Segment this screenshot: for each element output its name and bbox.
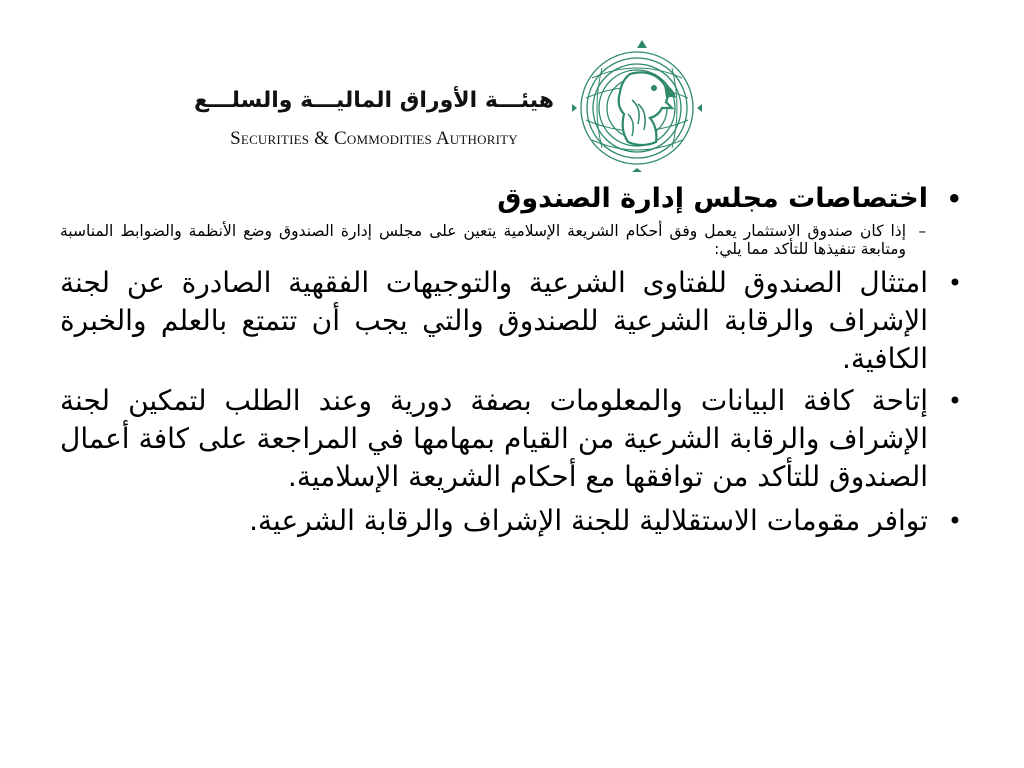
list-item bbox=[60, 502, 970, 540]
falcon-emblem-icon bbox=[572, 38, 702, 172]
list-item-heading bbox=[60, 180, 970, 218]
slide-content bbox=[60, 180, 970, 540]
sub-list-container bbox=[60, 222, 970, 258]
list-item-text: توافر مقومات الاستقلالية للجنة الإشراف والرقابة الشرعية. bbox=[249, 504, 928, 537]
dash-icon: – bbox=[918, 222, 926, 240]
bullet-icon: • bbox=[946, 185, 962, 213]
list-item bbox=[60, 264, 970, 378]
bullet-icon: • bbox=[947, 269, 962, 297]
logo-english-name: Securities & Commodities Authority bbox=[230, 128, 518, 149]
list-item-text: امتثال الصندوق للفتاوى الشرعية والتوجيهات الفقهية الصادرة عن لجنة الإشراف والرقابة الشرعية للصندوق والتي يجب أن تتمتع بالعلم والخبرة الكافية. bbox=[60, 266, 928, 375]
sub-item-text: إذا كان صندوق الاستثمار يعمل وفق أحكام الشريعة الإسلامية يتعين على مجلس إدارة الصندوق وضع الأنظمة والضوابط المناسبة ومتابعة تنفيذها للتأكد مما يلي: bbox=[60, 222, 906, 258]
heading-text: اختصاصات مجلس إدارة الصندوق bbox=[497, 183, 928, 214]
header-logo bbox=[180, 38, 620, 172]
sub-list bbox=[60, 222, 970, 258]
logo-arabic-name: هيئـــة الأوراق الماليـــة والسلـــع bbox=[194, 88, 554, 113]
list-item-text: إتاحة كافة البيانات والمعلومات بصفة دورية وعند الطلب لتمكين لجنة الإشراف والرقابة الشرعية من القيام بمهامها في المراجعة على كافة أعمال الصندوق للتأكد من توافقها مع أحكام الشريعة الإسلامية. bbox=[60, 384, 928, 493]
bullet-icon: • bbox=[947, 387, 962, 415]
sub-list-item bbox=[60, 222, 970, 258]
bullet-icon: • bbox=[947, 507, 962, 535]
bullet-list bbox=[60, 180, 970, 540]
list-item bbox=[60, 382, 970, 496]
